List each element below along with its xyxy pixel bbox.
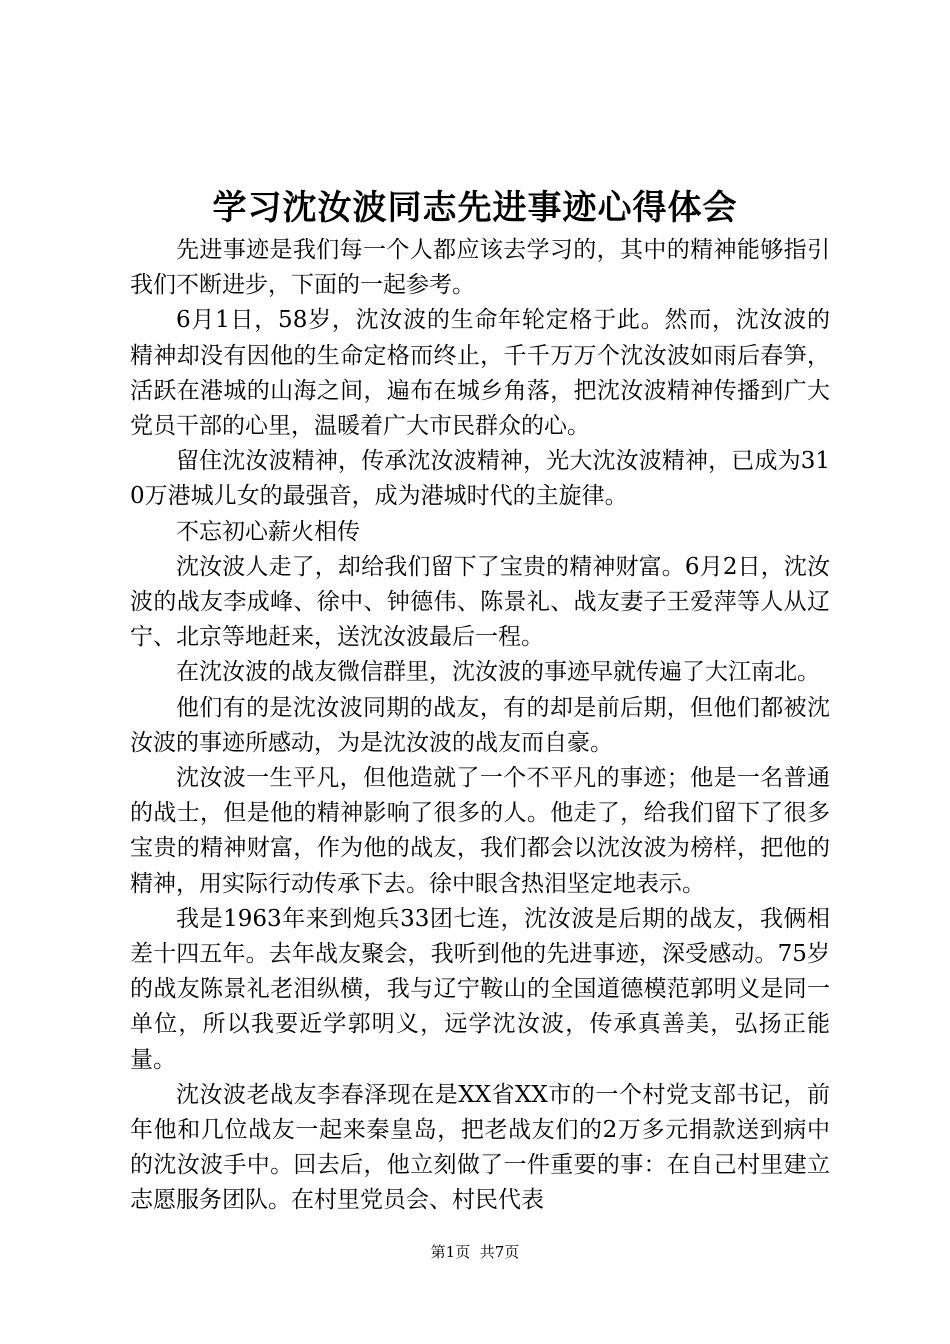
paragraph: 我是1963年来到炮兵33团七连，沈汝波是后期的战友，我俩相差十四五年。去年战友聚会，我听到他的先进事迹，深受感动。75岁的战友陈景礼老泪纵横，我与辽宁鞍山的全国道德模范郭明义是同一单位，所以我要近学郭明义，远学沈汝波，传承真善美，弘扬正能量。 bbox=[130, 905, 830, 1073]
paragraph: 在沈汝波的战友微信群里，沈汝波的事迹早就传遍了大江南北。 bbox=[176, 659, 820, 686]
page-total: 共7页 bbox=[479, 1243, 520, 1261]
paragraph: 留住沈汝波精神，传承沈汝波精神，光大沈汝波精神，已成为310万港城儿女的最强音，成为港城时代的主旋律。 bbox=[130, 448, 830, 510]
paragraph: 先进事迹是我们每一个人都应该去学习的，其中的精神能够指引我们不断进步，下面的一起参考。 bbox=[130, 237, 830, 299]
paragraph: 6月1日，58岁，沈汝波的生命年轮定格于此。然而，沈汝波的精神却没有因他的生命定格而终止，千千万万个沈汝波如雨后春笋，活跃在港城的山海之间，遍布在城乡角落，把沈汝波精神传播到广大党员干部的心里，温暖着广大市民群众的心。 bbox=[130, 307, 830, 440]
document-body bbox=[130, 233, 830, 1219]
paragraph: 沈汝波一生平凡，但他造就了一个不平凡的事迹；他是一名普通的战士，但是他的精神影响了很多的人。他走了，给我们留下了很多宝贵的精神财富，作为他的战友，我们都会以沈汝波为榜样，把他的精神，用实际行动传承下去。徐中眼含热泪坚定地表示。 bbox=[130, 765, 830, 897]
paragraph: 沈汝波人走了，却给我们留下了宝贵的精神财富。6月2日，沈汝波的战友李成峰、徐中、钟德伟、陈景礼、战友妻子王爱萍等人从辽宁、北京等地赶来，送沈汝波最后一程。 bbox=[130, 553, 830, 651]
page-number: 第1页 bbox=[430, 1243, 471, 1261]
page-footer bbox=[0, 1242, 950, 1262]
paragraph: 他们有的是沈汝波同期的战友，有的却是前后期，但他们都被沈汝波的事迹所感动，为是沈汝波的战友而自豪。 bbox=[130, 694, 830, 756]
document-title: 学习沈汝波同志先进事迹心得体会 bbox=[212, 188, 738, 228]
section-heading: 不忘初心薪火相传 bbox=[176, 518, 360, 545]
paragraph: 沈汝波老战友李春泽现在是XX省XX市的一个村党支部书记，前年他和几位战友一起来秦皇岛，把老战友们的2万多元捐款送到病中的沈汝波手中。回去后，他立刻做了一件重要的事：在自己村里建立志愿服务团队。在村里党员会、村民代表 bbox=[130, 1081, 830, 1214]
